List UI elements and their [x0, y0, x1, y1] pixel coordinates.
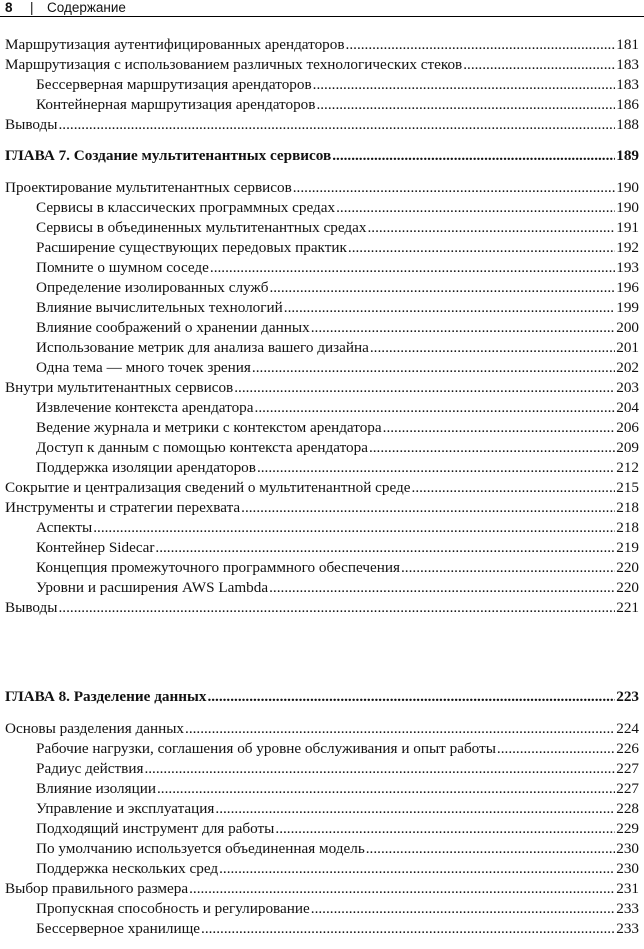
toc-entry[interactable]: Ведение журнала и метрики с контекстом арендатора ..... 206 [5, 418, 639, 438]
toc-entry[interactable]: Выводы ..... 188 [5, 115, 639, 135]
toc-entry[interactable]: Извлечение контекста арендатора ..... 204 [5, 398, 639, 418]
toc-chapter-7 [5, 146, 639, 166]
toc-entry[interactable]: Доступ к данным с помощью контекста арендатора ..... 209 [5, 438, 639, 458]
toc-entry[interactable]: Проектирование мультитенантных сервисов ..... 190 [5, 178, 639, 198]
toc-entry[interactable]: Сервисы в классических программных средах ..... 190 [5, 198, 639, 218]
header-section-title: Содержание [47, 0, 126, 15]
toc-entry[interactable]: Сервисы в объединенных мультитенантных средах ..... 191 [5, 218, 639, 238]
toc-block-3 [5, 719, 639, 939]
toc-entry[interactable]: Влияние соображений о хранении данных ..... 200 [5, 318, 639, 338]
toc-entry[interactable]: Радиус действия ..... 227 [5, 759, 639, 779]
toc-entry[interactable]: Маршрутизация аутентифицированных арендаторов ..... 181 [5, 35, 639, 55]
toc-entry[interactable]: Одна тема — много точек зрения ..... 202 [5, 358, 639, 378]
toc-entry[interactable]: Бессерверная маршрутизация арендаторов ..... 183 [5, 75, 639, 95]
toc-entry[interactable]: Аспекты ..... 218 [5, 518, 639, 538]
toc-entry[interactable]: Внутри мультитенантных сервисов ..... 203 [5, 378, 639, 398]
toc-block-2 [5, 178, 639, 618]
toc-entry[interactable]: Сокрытие и централизация сведений о мультитенантной среде ..... 215 [5, 478, 639, 498]
toc-entry[interactable]: Рабочие нагрузки, соглашения об уровне обслуживания и опыт работы ..... 226 [5, 739, 639, 759]
toc-entry[interactable]: Выводы ..... 221 [5, 598, 639, 618]
page-number: 8 [5, 0, 13, 15]
toc-entry[interactable]: Уровни и расширения AWS Lambda ..... 220 [5, 578, 639, 598]
toc-entry[interactable]: Контейнер Sidecar ..... 219 [5, 538, 639, 558]
toc-entry[interactable]: Поддержка изоляции арендаторов ..... 212 [5, 458, 639, 478]
toc-entry[interactable]: Использование метрик для анализа вашего дизайна ..... 201 [5, 338, 639, 358]
toc-entry[interactable]: Влияние вычислительных технологий ..... 199 [5, 298, 639, 318]
toc-entry[interactable]: Инструменты и стратегии перехвата ..... 218 [5, 498, 639, 518]
toc-entry[interactable]: Поддержка нескольких сред ..... 230 [5, 859, 639, 879]
toc-entry[interactable]: По умолчанию используется объединенная модель ..... 230 [5, 839, 639, 859]
toc-entry[interactable]: Бессерверное хранилище ..... 233 [5, 919, 639, 939]
toc-entry[interactable]: Контейнерная маршрутизация арендаторов ..... 186 [5, 95, 639, 115]
toc-entry[interactable]: Влияние изоляции ..... 227 [5, 779, 639, 799]
toc-entry[interactable]: Определение изолированных служб ..... 196 [5, 278, 639, 298]
toc-block-1 [5, 35, 639, 135]
toc-entry[interactable]: Пропускная способность и регулирование ..... 233 [5, 899, 639, 919]
chapter-heading[interactable]: ГЛАВА 8. Разделение данных ..... 223 [5, 687, 639, 707]
chapter-heading[interactable]: ГЛАВА 7. Создание мультитенантных сервисов ..... 189 [5, 146, 639, 166]
toc-entry[interactable]: Расширение существующих передовых практик ..... 192 [5, 238, 639, 258]
toc-entry[interactable]: Управление и эксплуатация ..... 228 [5, 799, 639, 819]
toc-entry[interactable]: Основы разделения данных ..... 224 [5, 719, 639, 739]
toc-chapter-8 [5, 687, 639, 707]
toc-entry[interactable]: Подходящий инструмент для работы ..... 229 [5, 819, 639, 839]
toc-entry[interactable]: Выбор правильного размера ..... 231 [5, 879, 639, 899]
toc-entry[interactable]: Маршрутизация с использованием различных технологических стеков ..... 183 [5, 55, 639, 75]
running-header [0, 0, 644, 17]
header-rule [0, 16, 644, 17]
toc-entry[interactable]: Помните о шумном соседе ..... 193 [5, 258, 639, 278]
toc-entry[interactable]: Концепция промежуточного программного обеспечения ..... 220 [5, 558, 639, 578]
header-separator: | [30, 0, 34, 15]
